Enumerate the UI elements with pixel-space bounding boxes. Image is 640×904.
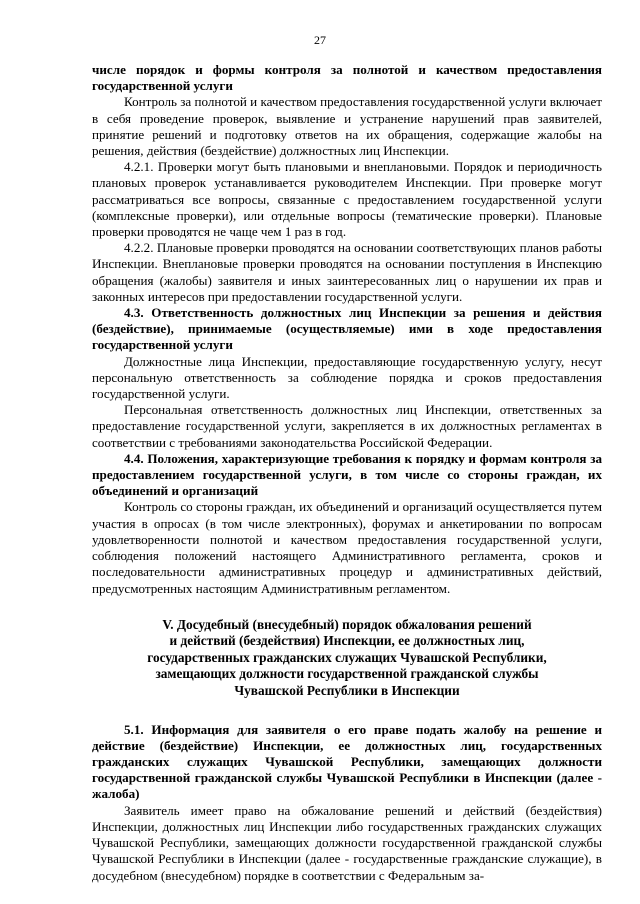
paragraph: 4.2.1. Проверки могут быть плановыми и внеплановыми. Порядок и периодичность плановых проверок устанавливается руководителем Инспекции. При проверке могут рассматриваться все вопросы, связанные с предоставлением государственной услуги (комплексные проверки), или отдельные вопросы (тематические проверки). Плановые проверки проводятся не чаще чем 1 раз в год. <box>92 159 602 240</box>
text-blocks-bottom <box>92 722 602 884</box>
section-title <box>92 617 602 700</box>
section-heading: числе порядок и формы контроля за полнотой и качеством предоставления государственной услуги <box>92 62 602 94</box>
page-content <box>92 62 602 884</box>
section-title-line: V. Досудебный (внесудебный) порядок обжалования решений <box>162 616 532 632</box>
section-heading: 5.1. Информация для заявителя о его праве подать жалобу на решение и действие (бездействие) Инспекции, ее должностных лиц, государственных гражданских служащих Чувашской Республики, замещающих должности государственной гражданской службы Чувашской Республики в Инспекции (далее - жалоба) <box>92 721 602 802</box>
paragraph: Контроль со стороны граждан, их объединений и организаций осуществляется путем участия в опросах (в том числе электронных), форумах и анкетировании по вопросам удовлетворенности полнотой и качеством предоставления государственной услуги, соблюдения положений настоящего Административного регламента, сроков и последовательности административных процедур и административных действий, предусмотренных настоящим Административным регламентом. <box>92 499 602 596</box>
section-title-line: замещающих должности государственной гражданской службы <box>155 666 539 682</box>
page-number: 27 <box>314 33 326 47</box>
section-heading: 4.3. Ответственность должностных лиц Инспекции за решения и действия (бездействие), принимаемые (осуществляемые) ими в ходе предоставления государственной услуги <box>92 305 602 353</box>
section-title-line: Чувашской Республики в Инспекции <box>234 683 460 699</box>
section-heading: 4.4. Положения, характеризующие требования к порядку и формам контроля за предоставлением государственной услуги, в том числе со стороны граждан, их объединений и организаций <box>92 450 602 499</box>
paragraph: Заявитель имеет право на обжалование решений и действий (бездействия) Инспекции, должностных лиц Инспекции либо государственных гражданских служащих Чувашской Республики, замещающих должности государственной гражданской службы Чувашской Республики в Инспекции (далее - государственные гражданские служащие), в досудебном (внесудебном) порядке в соответствии с Федеральным за- <box>92 802 602 883</box>
paragraph: Контроль за полнотой и качеством предоставления государственной услуги включает в себя проведение проверок, выявление и устранение нарушений прав заявителей, принятие решений и подготовку ответов на их обращения, содержащие жалобы на решения, действия (бездействие) должностных лиц Инспекции. <box>92 94 602 159</box>
paragraph: Персональная ответственность должностных лиц Инспекции, ответственных за предоставление государственной услуги, закрепляется в их должностных регламентах в соответствии с требованиями законодательства Российской Федерации. <box>92 402 602 450</box>
section-title-line: государственных гражданских служащих Чувашской Республики, <box>147 649 547 665</box>
paragraph: Должностные лица Инспекции, предоставляющие государственную услугу, несут персональную ответственность за соблюдение порядка и сроков предоставления государственной услуги. <box>92 353 602 402</box>
text-blocks-top <box>92 62 602 597</box>
paragraph: 4.2.2. Плановые проверки проводятся на основании соответствующих планов работы Инспекции. Внеплановые проверки проводятся на основании поступления в Инспекцию обращения (жалобы) заявителя и иных заинтересованных лиц о нарушении их прав и законных интересов при предоставлении государственной услуги. <box>92 240 602 304</box>
section-title-line: и действий (бездействия) Инспекции, ее должностных лиц, <box>169 633 525 649</box>
